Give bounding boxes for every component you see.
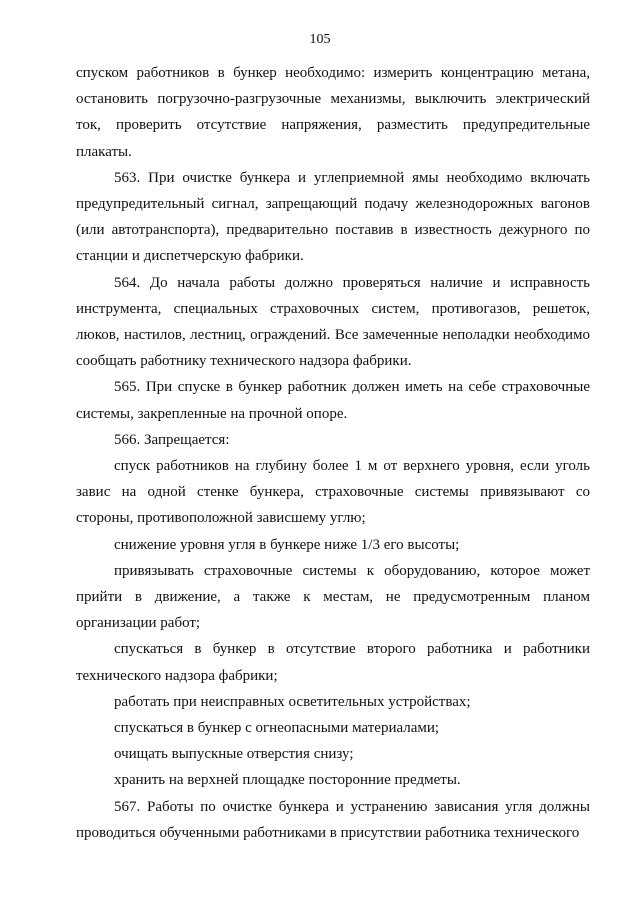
prohibition-item: спускаться в бункер с огнеопасными материалами; [114,720,440,737]
page-number: 105 [309,32,331,47]
prohibition-item: хранить на верхней площадке посторонние предметы. [114,772,461,789]
paragraph-566: 566. Запрещается: [114,431,230,448]
prohibition-item: работать при неисправных осветительных устройствах; [114,693,471,710]
paragraph-563: 563. При очистке бункера и углеприемной ямы необходимо включать предупредительный сигнал, запрещающий подачу железнодорожных вагонов (или автотранспорта), предварительно поставив в известность дежурного по станции и диспетчерскую фабрики. [76,169,590,265]
paragraph-565: 565. При спуске в бункер работник должен иметь на себе страховочные системы, закрепленные на прочной опоре. [76,379,590,422]
paragraph-567: 567. Работы по очистке бункера и устранению зависания угля должны проводиться обученными работниками в присутствии работника технического [76,798,590,841]
prohibition-item: спускаться в бункер в отсутствие второго работника и работники технического надзора фабрики; [76,641,590,684]
prohibition-item: привязывать страховочные системы к оборудованию, которое может прийти в движение, а также к местам, не предусмотренным планом организации работ; [76,562,590,632]
prohibition-item: снижение уровня угля в бункере ниже 1/3 его высоты; [114,536,460,553]
prohibition-item: очищать выпускные отверстия снизу; [114,746,354,763]
paragraph-intro-continuation: спуском работников в бункер необходимо: измерить концентрацию метана, остановить погрузочно-разгрузочные механизмы, выключить электрический ток, проверить отсутствие напряжения, разместить предупредительные плакаты. [76,65,590,160]
paragraph-564: 564. До начала работы должно проверяться наличие и исправность инструмента, специальных страховочных систем, противогазов, решеток, люков, настилов, лестниц, ограждений. Все замеченные неполадки необходимо сообщать работнику технического надзора фабрики. [76,274,590,370]
prohibition-item: спуск работников на глубину более 1 м от верхнего уровня, если уголь завис на одной стенке бункера, страховочные системы привязывают со стороны, противоположной зависшему углю; [76,458,590,527]
document-body [76,60,590,846]
